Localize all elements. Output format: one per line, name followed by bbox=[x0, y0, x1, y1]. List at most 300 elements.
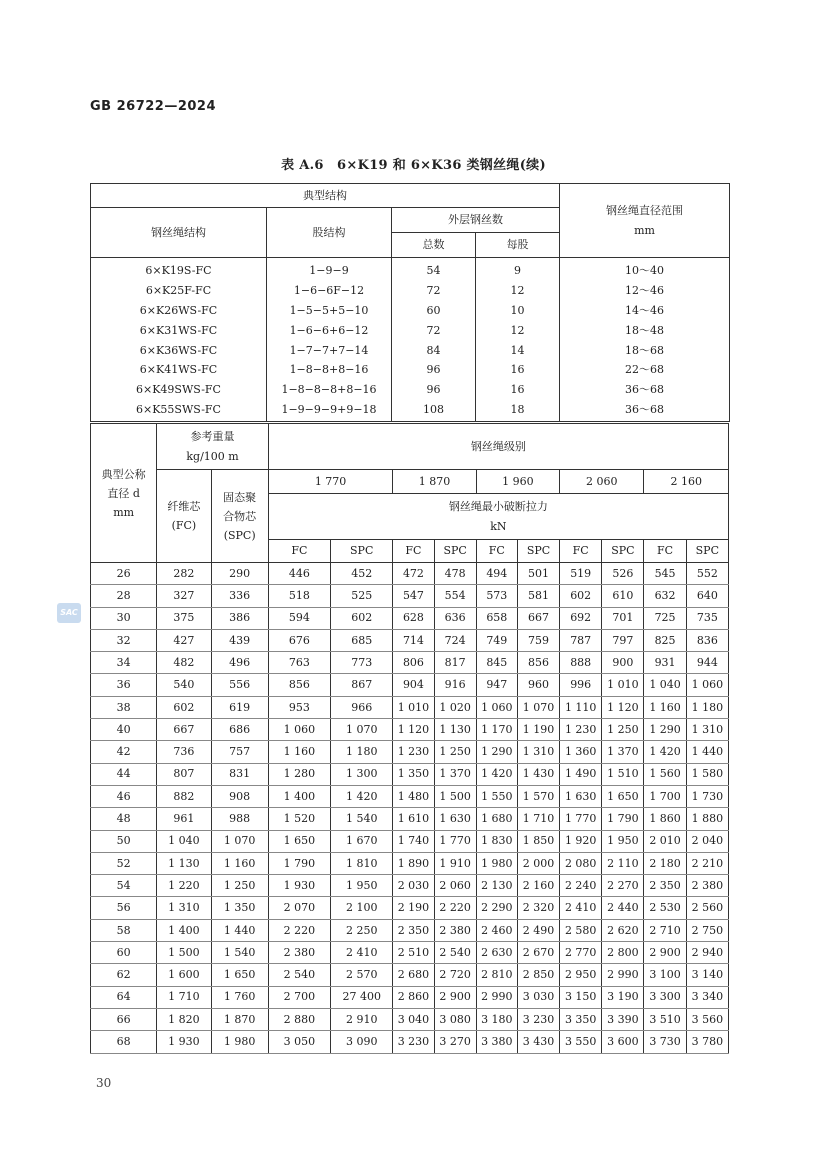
value-cell: 1 350 bbox=[211, 897, 268, 919]
structure-total-cell: 96 bbox=[426, 383, 441, 397]
value-cell: 1 430 bbox=[517, 763, 559, 785]
sub-column-header: FC bbox=[644, 540, 686, 563]
structure-per-cell: 10 bbox=[510, 303, 525, 317]
page-number: 30 bbox=[96, 1076, 112, 1090]
value-cell: 836 bbox=[686, 629, 728, 651]
value-cell: 427 bbox=[157, 629, 211, 651]
sub-column-header: SPC bbox=[434, 540, 476, 563]
value-cell: 2 410 bbox=[331, 942, 393, 964]
value-cell: 282 bbox=[157, 563, 211, 585]
total-list bbox=[392, 258, 476, 422]
value-cell: 3 300 bbox=[644, 986, 686, 1008]
total-header: 总数 bbox=[392, 233, 476, 258]
structure-total-cell: 54 bbox=[426, 264, 441, 278]
value-cell: 1 180 bbox=[686, 696, 728, 718]
table-row bbox=[91, 652, 729, 674]
value-cell: 552 bbox=[686, 563, 728, 585]
value-cell: 1 120 bbox=[602, 696, 644, 718]
value-cell: 2 540 bbox=[434, 942, 476, 964]
value-cell: 1 600 bbox=[157, 964, 211, 986]
structure-total-cell: 108 bbox=[423, 402, 444, 416]
value-cell: 3 600 bbox=[602, 1031, 644, 1053]
standard-number: GB 26722—2024 bbox=[90, 99, 217, 114]
structure-per-cell: 14 bbox=[510, 343, 525, 357]
value-cell: 676 bbox=[268, 629, 330, 651]
value-cell: 1 790 bbox=[602, 808, 644, 830]
value-cell: 1 010 bbox=[393, 696, 434, 718]
value-cell: 2 750 bbox=[686, 919, 728, 941]
value-cell: 845 bbox=[476, 652, 517, 674]
value-cell: 2 380 bbox=[434, 919, 476, 941]
value-cell: 867 bbox=[331, 674, 393, 696]
diameter-cell: 30 bbox=[91, 607, 157, 629]
value-cell: 763 bbox=[268, 652, 330, 674]
table-row bbox=[91, 674, 729, 696]
table-row bbox=[91, 585, 729, 607]
structure-rope-cell: 6×K36WS-FC bbox=[139, 343, 218, 357]
diameter-cell: 60 bbox=[91, 942, 157, 964]
structure-rope-cell: 6×K49SWS-FC bbox=[136, 383, 221, 397]
value-cell: 594 bbox=[268, 607, 330, 629]
value-cell: 759 bbox=[517, 629, 559, 651]
structure-strand-cell: 1−9−9 bbox=[309, 264, 349, 278]
value-cell: 1 830 bbox=[476, 830, 517, 852]
diameter-cell: 64 bbox=[91, 986, 157, 1008]
value-cell: 1 060 bbox=[476, 696, 517, 718]
value-cell: 658 bbox=[476, 607, 517, 629]
value-cell: 496 bbox=[211, 652, 268, 674]
table-row bbox=[91, 1008, 729, 1030]
per-strand-list bbox=[476, 258, 560, 422]
value-cell: 2 700 bbox=[268, 986, 330, 1008]
value-cell: 2 070 bbox=[268, 897, 330, 919]
value-cell: 1 670 bbox=[331, 830, 393, 852]
value-cell: 602 bbox=[157, 696, 211, 718]
value-cell: 3 270 bbox=[434, 1031, 476, 1053]
sub-column-header: FC bbox=[393, 540, 434, 563]
value-cell: 581 bbox=[517, 585, 559, 607]
value-cell: 1 810 bbox=[331, 852, 393, 874]
table-row bbox=[91, 942, 729, 964]
value-cell: 787 bbox=[560, 629, 602, 651]
value-cell: 1 880 bbox=[686, 808, 728, 830]
value-cell: 1 160 bbox=[644, 696, 686, 718]
diameter-cell: 48 bbox=[91, 808, 157, 830]
value-cell: 1 820 bbox=[157, 1008, 211, 1030]
value-cell: 1 350 bbox=[393, 763, 434, 785]
outer-wire-count-header: 外层钢丝数 bbox=[392, 208, 560, 233]
diameter-range-header: 钢丝绳直径范围 mm bbox=[560, 184, 730, 258]
value-cell: 1 370 bbox=[602, 741, 644, 763]
structure-rope-cell: 6×K55SWS-FC bbox=[136, 402, 221, 416]
value-cell: 2 850 bbox=[517, 964, 559, 986]
typical-structure-header: 典型结构 bbox=[91, 184, 560, 208]
value-cell: 961 bbox=[157, 808, 211, 830]
diameter-cell: 44 bbox=[91, 763, 157, 785]
diameter-range-list bbox=[560, 258, 730, 422]
value-cell: 1 060 bbox=[686, 674, 728, 696]
value-cell: 1 440 bbox=[686, 741, 728, 763]
value-cell: 1 980 bbox=[476, 852, 517, 874]
value-cell: 2 380 bbox=[686, 875, 728, 897]
value-cell: 3 090 bbox=[331, 1031, 393, 1053]
table-row bbox=[91, 696, 729, 718]
value-cell: 1 420 bbox=[644, 741, 686, 763]
value-cell: 3 560 bbox=[686, 1008, 728, 1030]
diameter-cell: 28 bbox=[91, 585, 157, 607]
value-cell: 1 540 bbox=[331, 808, 393, 830]
structure-rope-cell: 6×K19S-FC bbox=[145, 264, 212, 278]
rope-structure-header: 钢丝绳结构 bbox=[91, 208, 267, 258]
value-cell: 2 990 bbox=[602, 964, 644, 986]
value-cell: 1 490 bbox=[560, 763, 602, 785]
structure-total-cell: 72 bbox=[426, 284, 441, 298]
value-cell: 1 630 bbox=[560, 785, 602, 807]
value-cell: 610 bbox=[602, 585, 644, 607]
value-cell: 519 bbox=[560, 563, 602, 585]
value-cell: 916 bbox=[434, 674, 476, 696]
value-cell: 1 540 bbox=[211, 942, 268, 964]
value-cell: 692 bbox=[560, 607, 602, 629]
value-cell: 1 230 bbox=[393, 741, 434, 763]
value-cell: 3 030 bbox=[517, 986, 559, 1008]
value-cell: 1 300 bbox=[331, 763, 393, 785]
structure-range-cell: 18～68 bbox=[625, 343, 664, 357]
sub-column-header: FC bbox=[476, 540, 517, 563]
grade-2160: 2 160 bbox=[644, 470, 729, 494]
value-cell: 701 bbox=[602, 607, 644, 629]
structure-per-cell: 16 bbox=[510, 383, 525, 397]
structure-total-cell: 84 bbox=[426, 343, 441, 357]
structure-range-cell: 36～68 bbox=[625, 402, 664, 416]
value-cell: 1 710 bbox=[517, 808, 559, 830]
value-cell: 2 250 bbox=[331, 919, 393, 941]
value-cell: 1 920 bbox=[560, 830, 602, 852]
value-cell: 2 320 bbox=[517, 897, 559, 919]
table-row bbox=[91, 741, 729, 763]
value-cell: 988 bbox=[211, 808, 268, 830]
value-cell: 3 180 bbox=[476, 1008, 517, 1030]
diameter-cell: 66 bbox=[91, 1008, 157, 1030]
structure-per-cell: 18 bbox=[510, 402, 525, 416]
value-cell: 3 350 bbox=[560, 1008, 602, 1030]
value-cell: 1 950 bbox=[602, 830, 644, 852]
value-cell: 2 990 bbox=[476, 986, 517, 1008]
value-cell: 773 bbox=[331, 652, 393, 674]
value-cell: 3 230 bbox=[393, 1031, 434, 1053]
value-cell: 27 400 bbox=[331, 986, 393, 1008]
value-cell: 1 730 bbox=[686, 785, 728, 807]
value-cell: 724 bbox=[434, 629, 476, 651]
structure-strand-cell: 1−8−8+8−16 bbox=[289, 363, 369, 377]
value-cell: 478 bbox=[434, 563, 476, 585]
breaking-force-table bbox=[90, 423, 729, 1054]
sub-column-header: SPC bbox=[686, 540, 728, 563]
value-cell: 628 bbox=[393, 607, 434, 629]
value-cell: 1 070 bbox=[331, 719, 393, 741]
value-cell: 336 bbox=[211, 585, 268, 607]
fc-weight-header: 纤维芯 (FC) bbox=[157, 470, 211, 563]
value-cell: 1 650 bbox=[211, 964, 268, 986]
value-cell: 2 350 bbox=[644, 875, 686, 897]
structure-table bbox=[90, 183, 730, 422]
value-cell: 1 860 bbox=[644, 808, 686, 830]
value-cell: 2 540 bbox=[268, 964, 330, 986]
value-cell: 2 490 bbox=[517, 919, 559, 941]
value-cell: 1 910 bbox=[434, 852, 476, 874]
value-cell: 518 bbox=[268, 585, 330, 607]
value-cell: 1 500 bbox=[434, 785, 476, 807]
value-cell: 1 950 bbox=[331, 875, 393, 897]
structure-strand-cell: 1−6−6+6−12 bbox=[289, 323, 369, 337]
value-cell: 1 740 bbox=[393, 830, 434, 852]
value-cell: 3 550 bbox=[560, 1031, 602, 1053]
value-cell: 2 190 bbox=[393, 897, 434, 919]
value-cell: 749 bbox=[476, 629, 517, 651]
value-cell: 2 440 bbox=[602, 897, 644, 919]
structure-strand-cell: 1−7−7+7−14 bbox=[289, 343, 369, 357]
structure-strand-cell: 1−5−5+5−10 bbox=[289, 303, 369, 317]
table-row bbox=[91, 629, 729, 651]
value-cell: 2 240 bbox=[560, 875, 602, 897]
table-row bbox=[91, 719, 729, 741]
value-cell: 2 220 bbox=[268, 919, 330, 941]
value-cell: 1 310 bbox=[686, 719, 728, 741]
value-cell: 1 570 bbox=[517, 785, 559, 807]
table-row bbox=[91, 607, 729, 629]
value-cell: 1 580 bbox=[686, 763, 728, 785]
value-cell: 1 760 bbox=[211, 986, 268, 1008]
table-caption: 表 A.6 6×K19 和 6×K36 类钢丝绳(续) bbox=[281, 158, 546, 173]
value-cell: 1 650 bbox=[268, 830, 330, 852]
value-cell: 556 bbox=[211, 674, 268, 696]
value-cell: 2 580 bbox=[560, 919, 602, 941]
table-row bbox=[91, 563, 729, 585]
value-cell: 1 180 bbox=[331, 741, 393, 763]
value-cell: 1 220 bbox=[157, 875, 211, 897]
value-cell: 375 bbox=[157, 607, 211, 629]
value-cell: 667 bbox=[157, 719, 211, 741]
value-cell: 797 bbox=[602, 629, 644, 651]
value-cell: 1 160 bbox=[268, 741, 330, 763]
value-cell: 1 040 bbox=[157, 830, 211, 852]
sub-column-header: SPC bbox=[602, 540, 644, 563]
value-cell: 501 bbox=[517, 563, 559, 585]
diameter-cell: 58 bbox=[91, 919, 157, 941]
value-cell: 2 720 bbox=[434, 964, 476, 986]
diameter-cell: 50 bbox=[91, 830, 157, 852]
value-cell: 3 230 bbox=[517, 1008, 559, 1030]
structure-per-cell: 9 bbox=[514, 264, 521, 278]
structure-rope-cell: 6×K31WS-FC bbox=[139, 323, 218, 337]
value-cell: 725 bbox=[644, 607, 686, 629]
value-cell: 2 860 bbox=[393, 986, 434, 1008]
value-cell: 2 510 bbox=[393, 942, 434, 964]
value-cell: 856 bbox=[268, 674, 330, 696]
table-row bbox=[91, 919, 729, 941]
value-cell: 685 bbox=[331, 629, 393, 651]
structure-rope-cell: 6×K26WS-FC bbox=[139, 303, 218, 317]
diameter-cell: 32 bbox=[91, 629, 157, 651]
value-cell: 1 890 bbox=[393, 852, 434, 874]
table-row bbox=[91, 785, 729, 807]
value-cell: 1 400 bbox=[268, 785, 330, 807]
value-cell: 960 bbox=[517, 674, 559, 696]
value-cell: 446 bbox=[268, 563, 330, 585]
value-cell: 1 290 bbox=[644, 719, 686, 741]
value-cell: 996 bbox=[560, 674, 602, 696]
structure-per-cell: 12 bbox=[510, 284, 525, 298]
diameter-cell: 38 bbox=[91, 696, 157, 718]
value-cell: 525 bbox=[331, 585, 393, 607]
table-row bbox=[91, 986, 729, 1008]
value-cell: 1 770 bbox=[434, 830, 476, 852]
value-cell: 619 bbox=[211, 696, 268, 718]
value-cell: 806 bbox=[393, 652, 434, 674]
structure-total-cell: 60 bbox=[426, 303, 441, 317]
value-cell: 3 780 bbox=[686, 1031, 728, 1053]
diameter-cell: 56 bbox=[91, 897, 157, 919]
rope-structure-list bbox=[91, 258, 267, 422]
table-row bbox=[91, 1031, 729, 1053]
diameter-cell: 62 bbox=[91, 964, 157, 986]
value-cell: 1 130 bbox=[434, 719, 476, 741]
table-row bbox=[91, 897, 729, 919]
value-cell: 2 290 bbox=[476, 897, 517, 919]
value-cell: 3 390 bbox=[602, 1008, 644, 1030]
value-cell: 817 bbox=[434, 652, 476, 674]
value-cell: 825 bbox=[644, 629, 686, 651]
value-cell: 2 000 bbox=[517, 852, 559, 874]
nominal-diameter-header: 典型公称 直径 d mm bbox=[91, 424, 157, 563]
value-cell: 966 bbox=[331, 696, 393, 718]
value-cell: 947 bbox=[476, 674, 517, 696]
structure-strand-cell: 1−8−8−8+8−16 bbox=[281, 383, 377, 397]
value-cell: 3 730 bbox=[644, 1031, 686, 1053]
value-cell: 1 070 bbox=[211, 830, 268, 852]
value-cell: 2 210 bbox=[686, 852, 728, 874]
value-cell: 856 bbox=[517, 652, 559, 674]
value-cell: 1 250 bbox=[211, 875, 268, 897]
value-cell: 2 160 bbox=[517, 875, 559, 897]
value-cell: 882 bbox=[157, 785, 211, 807]
value-cell: 2 380 bbox=[268, 942, 330, 964]
table-row bbox=[91, 763, 729, 785]
grade-1960: 1 960 bbox=[476, 470, 559, 494]
value-cell: 1 850 bbox=[517, 830, 559, 852]
value-cell: 1 930 bbox=[157, 1031, 211, 1053]
structure-rope-cell: 6×K25F-FC bbox=[145, 284, 212, 298]
value-cell: 1 230 bbox=[560, 719, 602, 741]
table-row bbox=[91, 964, 729, 986]
sac-watermark-logo: SAC bbox=[57, 603, 81, 623]
value-cell: 3 050 bbox=[268, 1031, 330, 1053]
value-cell: 1 550 bbox=[476, 785, 517, 807]
table-row bbox=[91, 875, 729, 897]
value-cell: 1 310 bbox=[157, 897, 211, 919]
grade-2060: 2 060 bbox=[560, 470, 644, 494]
value-cell: 3 140 bbox=[686, 964, 728, 986]
value-cell: 944 bbox=[686, 652, 728, 674]
value-cell: 2 010 bbox=[644, 830, 686, 852]
value-cell: 452 bbox=[331, 563, 393, 585]
value-cell: 2 030 bbox=[393, 875, 434, 897]
structure-total-cell: 72 bbox=[426, 323, 441, 337]
value-cell: 757 bbox=[211, 741, 268, 763]
value-cell: 1 170 bbox=[476, 719, 517, 741]
value-cell: 1 650 bbox=[602, 785, 644, 807]
value-cell: 494 bbox=[476, 563, 517, 585]
value-cell: 1 010 bbox=[602, 674, 644, 696]
diameter-cell: 46 bbox=[91, 785, 157, 807]
value-cell: 904 bbox=[393, 674, 434, 696]
value-cell: 1 710 bbox=[157, 986, 211, 1008]
sub-column-header: SPC bbox=[331, 540, 393, 563]
structure-strand-cell: 1−9−9−9+9−18 bbox=[281, 402, 377, 416]
structure-range-cell: 36～68 bbox=[625, 383, 664, 397]
strand-structure-list bbox=[267, 258, 392, 422]
value-cell: 3 040 bbox=[393, 1008, 434, 1030]
value-cell: 2 460 bbox=[476, 919, 517, 941]
value-cell: 2 910 bbox=[331, 1008, 393, 1030]
value-cell: 1 870 bbox=[211, 1008, 268, 1030]
value-cell: 908 bbox=[211, 785, 268, 807]
value-cell: 888 bbox=[560, 652, 602, 674]
diameter-cell: 36 bbox=[91, 674, 157, 696]
diameter-cell: 26 bbox=[91, 563, 157, 585]
value-cell: 1 310 bbox=[517, 741, 559, 763]
value-cell: 3 380 bbox=[476, 1031, 517, 1053]
structure-total-cell: 96 bbox=[426, 363, 441, 377]
value-cell: 714 bbox=[393, 629, 434, 651]
value-cell: 2 040 bbox=[686, 830, 728, 852]
value-cell: 1 130 bbox=[157, 852, 211, 874]
value-cell: 1 400 bbox=[157, 919, 211, 941]
value-cell: 2 110 bbox=[602, 852, 644, 874]
value-cell: 736 bbox=[157, 741, 211, 763]
value-cell: 2 560 bbox=[686, 897, 728, 919]
value-cell: 547 bbox=[393, 585, 434, 607]
value-cell: 2 220 bbox=[434, 897, 476, 919]
value-cell: 636 bbox=[434, 607, 476, 629]
value-cell: 2 410 bbox=[560, 897, 602, 919]
value-cell: 1 790 bbox=[268, 852, 330, 874]
value-cell: 1 480 bbox=[393, 785, 434, 807]
value-cell: 3 190 bbox=[602, 986, 644, 1008]
table-row bbox=[91, 852, 729, 874]
diameter-cell: 52 bbox=[91, 852, 157, 874]
value-cell: 1 070 bbox=[517, 696, 559, 718]
strand-structure-header: 股结构 bbox=[267, 208, 392, 258]
structure-range-cell: 14～46 bbox=[625, 303, 664, 317]
structure-range-cell: 18～48 bbox=[625, 323, 664, 337]
value-cell: 2 570 bbox=[331, 964, 393, 986]
value-cell: 2 800 bbox=[602, 942, 644, 964]
value-cell: 1 680 bbox=[476, 808, 517, 830]
value-cell: 2 130 bbox=[476, 875, 517, 897]
value-cell: 1 370 bbox=[434, 763, 476, 785]
value-cell: 2 100 bbox=[331, 897, 393, 919]
value-cell: 1 060 bbox=[268, 719, 330, 741]
value-cell: 2 630 bbox=[476, 942, 517, 964]
value-cell: 2 080 bbox=[560, 852, 602, 874]
structure-rope-cell: 6×K41WS-FC bbox=[139, 363, 218, 377]
value-cell: 2 900 bbox=[434, 986, 476, 1008]
sub-column-header: SPC bbox=[517, 540, 559, 563]
value-cell: 686 bbox=[211, 719, 268, 741]
value-cell: 2 670 bbox=[517, 942, 559, 964]
value-cell: 1 510 bbox=[602, 763, 644, 785]
